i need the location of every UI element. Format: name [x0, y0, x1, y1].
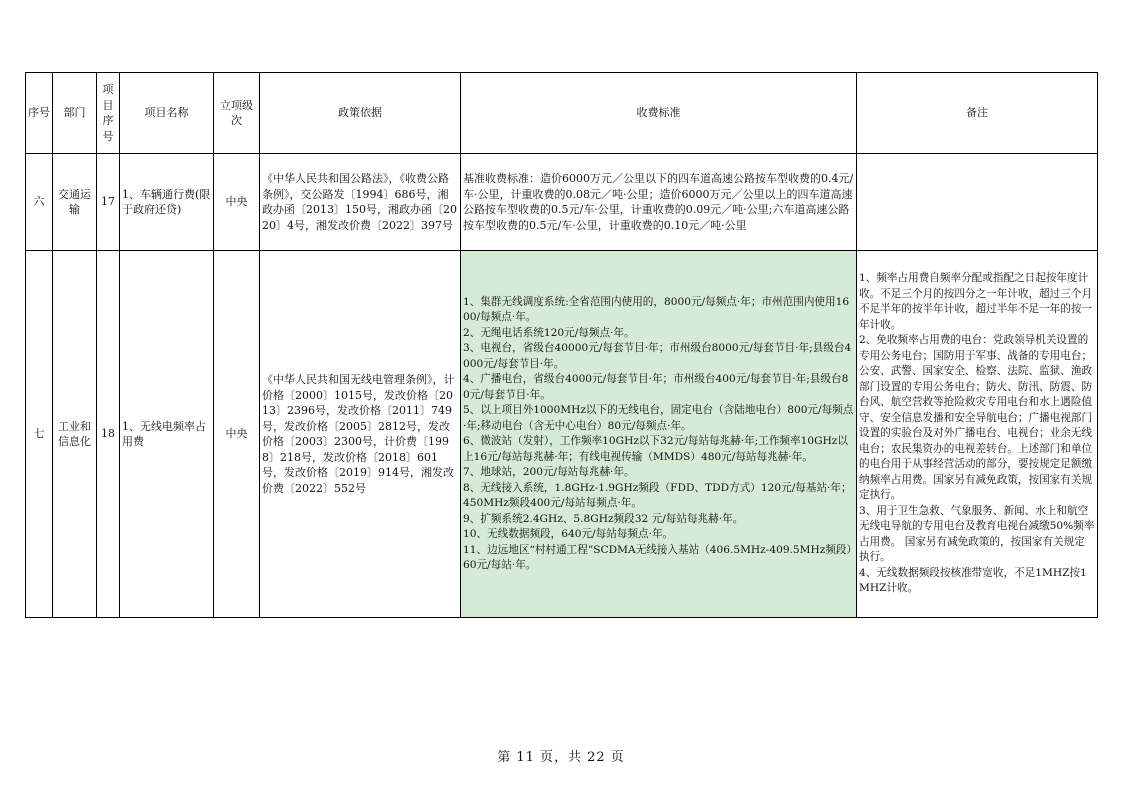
row-item-seq: 17: [97, 154, 120, 251]
row-standard: 基准收费标准：造价6000万元／公里以下的四车道高速公路按车型收费的0.4元/车·公里，计重收费的0.08元／吨·公里；造价6000万元／公里以上的四车道高速公路按车型收费的0.5元/车·公里，计重收费的0.09元／吨·公里;六车道高速公路 按车型收费的0.5元/车·公里，计重收费的0.10元／吨·公里: [461, 154, 857, 251]
table-row: [26, 154, 1098, 251]
fee-table: [25, 72, 1098, 618]
row-level: 中央: [214, 154, 260, 251]
header-seq: 序号: [26, 73, 53, 154]
row-remarks: 1、频率占用费自频率分配或指配之日起按年度计收。不足三个月的按四分之一年计收，超过三个月不足半年的按半年计收，超过半年不足一年的按一年计收。 2、免收频率占用费的电台：党政领导机关设置的专用公务电台；国防用于军事、战备的专用电台；公安、武警、国家安全、检察、法院、监狱、渔政部门设置的专用公务电台；防火、防汛、防震、防台风、航空营救等抢险救灾专用电台和水上遇险值守、安全信息发播和安全导航电台；广播电视部门设置的实验台及对外广播电台、电视台；业余无线电台；农民集资办的电视差转台。上述部门和单位的电台用于从事经营活动的部分，要按规定足额缴纳频率占用费。国家另有减免政策，按国家有关规定执行。 3、用于卫生急救、气象服务、新闻、水上和航空无线电导航的专用电台及教育电视台减缴50%频率占用费。 国家另有减免政策的，按国家有关规定执行。 4、无线数据频段按核准带宽收，不足1MHZ按1MHZ计收。: [857, 251, 1098, 618]
row-seq: 七: [26, 251, 53, 618]
header-standard: 收费标准: [461, 73, 857, 154]
table-row: [26, 251, 1098, 618]
row-item-name: 1、无线电频率占用费: [120, 251, 214, 618]
row-policy: 《中华人民共和国无线电管理条例》，计价格〔2000〕1015号，发改价格〔2013〕2396号，发改价格〔2011〕749号，发改价格〔2005〕2812号，发改价格〔2003〕2300号，计价费〔1998〕218号，发改价格〔2018〕601号，发改价格〔2019〕914号，湘发改价费〔2022〕552号: [260, 251, 461, 618]
page-footer: 第 11 页，共 22 页: [497, 750, 625, 765]
row-remarks: [857, 154, 1098, 251]
row-level: 中央: [214, 251, 260, 618]
row-item-seq: 18: [97, 251, 120, 618]
table-header-row: [26, 73, 1098, 154]
row-policy: 《中华人民共和国公路法》，《收费公路条例》，交公路发〔1994〕686号，湘政办函〔2013〕150号，湘政办函〔2020〕4号，湘发改价费〔2022〕397号: [260, 154, 461, 251]
header-level: 立项级次: [214, 73, 260, 154]
row-dept: 交通运输: [53, 154, 97, 251]
row-item-name: 1、车辆通行费(限于政府还贷): [120, 154, 214, 251]
header-item-name: 项目名称: [120, 73, 214, 154]
row-seq: 六: [26, 154, 53, 251]
header-item-seq: 项目序号: [97, 73, 120, 154]
header-remarks: 备注: [857, 73, 1098, 154]
row-dept: 工业和信息化: [53, 251, 97, 618]
header-policy: 政策依据: [260, 73, 461, 154]
header-dept: 部门: [53, 73, 97, 154]
row-standard: 1、集群无线调度系统:全省范围内使用的，8000元/每频点·年；市州范围内使用1600/每频点·年。 2、无绳电话系统120元/每频点·年。 3、电视台，省级台40000元/每套节目·年；市州级台8000元/每套节目·年;县级台4000元/每套节目·年。 4、广播电台，省级台4000元/每套节目·年；市州级台400元/每套节目·年;县级台80元/每套节目·年。 5、以上项目外1000MHz以下的无线电台，固定电台（含陆地电台）800元/每频点·年;移动电台（含无中心电台）80元/每频点·年。 6、微波站（发射），工作频率10GHz以下32元/每站每兆赫·年;工作频率10GHz以上16元/每站每兆赫·年；有线电视传输（MMDS）480元/每站每兆赫·年。 7、地球站，200元/每站每兆赫·年。 8、无线接入系统，1.8GHz-1.9GHz频段（FDD、TDD方式）120元/每基站·年；450MHz频段400元/每站每频点·年。 9、扩频系统2.4GHz、5.8GHz频段32 元/每站每兆赫·年。 10、无线数据频段，640元/每站每频点·年。 11、边远地区“村村通工程”SCDMA无线接入基站（406.5MHz-409.5MHz频段）60元/每站·年。: [461, 251, 857, 618]
